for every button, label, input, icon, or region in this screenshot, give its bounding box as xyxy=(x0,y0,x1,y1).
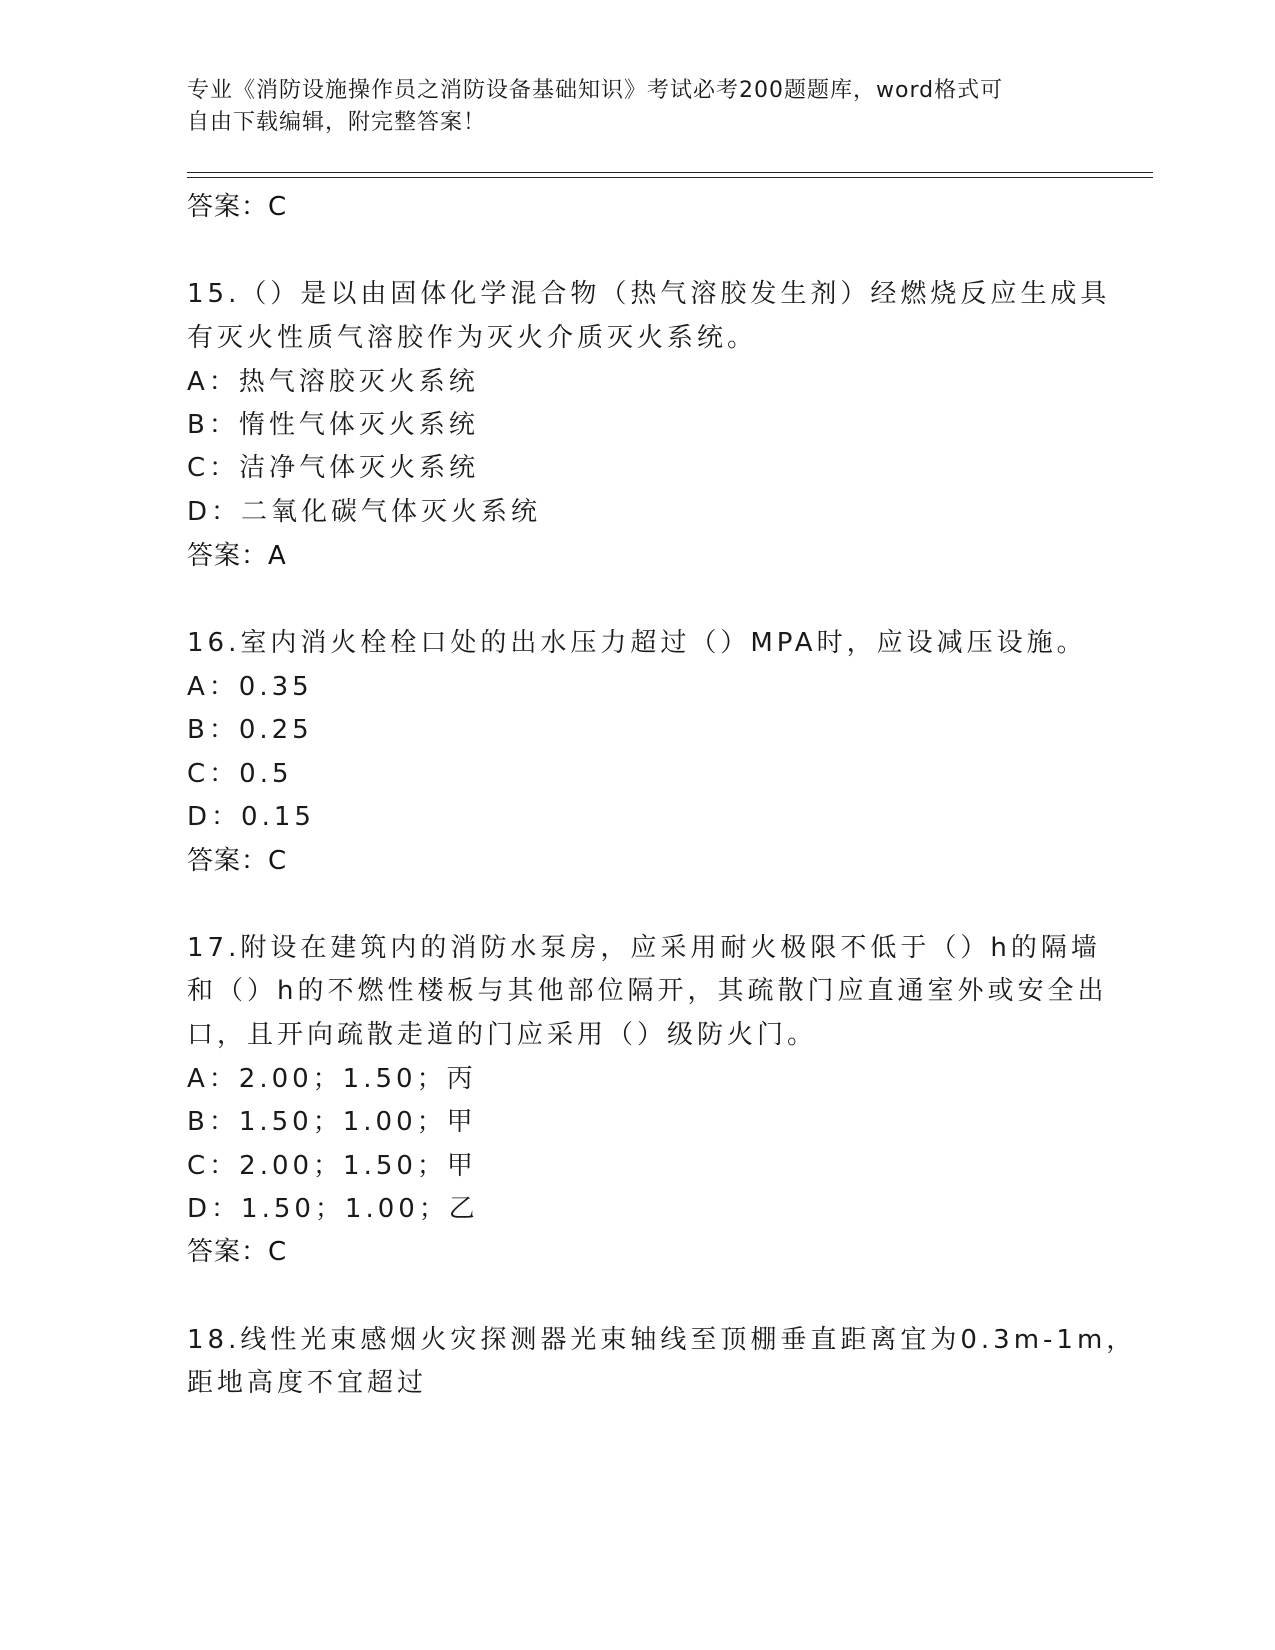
question-18-text-line-2: 距地高度不宜超过 xyxy=(187,1368,428,1398)
question-17-text-line-2: 和（）h的不燃性楼板与其他部位隔开，其疏散门应直通室外或安全出 xyxy=(187,976,1108,1006)
question-17-option-d: D：1.50；1.00；乙 xyxy=(187,1194,479,1224)
question-15-text-line-1: 15.（）是以由固体化学混合物（热气溶胶发生剂）经燃烧反应生成具 xyxy=(187,279,1111,309)
header-rule-top xyxy=(187,172,1153,173)
question-17-text-line-3: 口，且开向疏散走道的门应采用（）级防火门。 xyxy=(187,1020,818,1050)
question-16-option-c: C：0.5 xyxy=(187,759,293,789)
document-title-line-1: 专业《消防设施操作员之消防设备基础知识》考试必考200题题库，word格式可 xyxy=(187,78,1004,103)
previous-answer: 答案：C xyxy=(187,192,288,222)
question-17-text-line-1: 17.附设在建筑内的消防水泵房，应采用耐火极限不低于（）h的隔墙 xyxy=(187,933,1101,963)
question-17-option-b: B：1.50；1.00；甲 xyxy=(187,1107,477,1137)
question-16-answer: 答案：C xyxy=(187,846,288,876)
question-17-answer: 答案：C xyxy=(187,1237,288,1267)
question-16-text-line-1: 16.室内消火栓栓口处的出水压力超过（）MPA时，应设减压设施。 xyxy=(187,628,1087,658)
question-16-option-b: B：0.25 xyxy=(187,715,313,745)
question-15-option-d: D：二氧化碳气体灭火系统 xyxy=(187,497,542,527)
question-15-text-line-2: 有灭火性质气溶胶作为灭火介质灭火系统。 xyxy=(187,323,758,353)
question-15-option-c: C：洁净气体灭火系统 xyxy=(187,453,480,483)
question-15-option-b: B：惰性气体灭火系统 xyxy=(187,410,479,440)
question-15-answer: 答案：A xyxy=(187,541,287,571)
header-rule-bottom xyxy=(187,177,1153,178)
question-16-option-a: A：0.35 xyxy=(187,672,313,702)
question-18-text-line-1: 18.线性光束感烟火灾探测器光束轴线至顶棚垂直距离宜为0.3m-1m， xyxy=(187,1325,1137,1355)
document-title-line-2: 自由下载编辑，附完整答案！ xyxy=(187,110,487,135)
question-16-option-d: D：0.15 xyxy=(187,802,315,832)
question-17-option-a: A：2.00；1.50；丙 xyxy=(187,1064,477,1094)
question-15-option-a: A：热气溶胶灭火系统 xyxy=(187,367,479,397)
question-17-option-c: C：2.00；1.50；甲 xyxy=(187,1151,477,1181)
